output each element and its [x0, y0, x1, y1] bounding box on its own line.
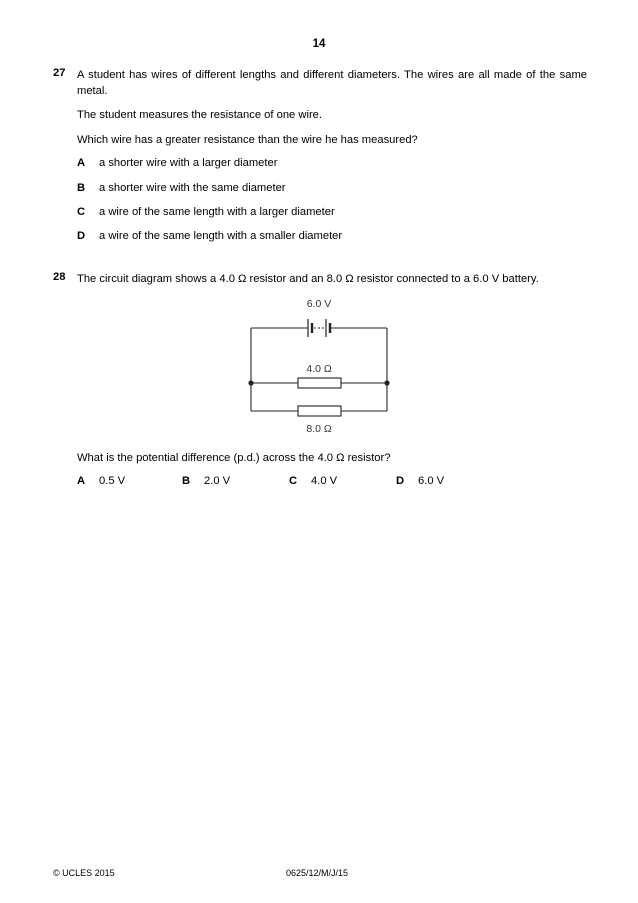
q28-answer-d-text: 6.0 V — [418, 475, 445, 487]
resistor-8-label: 8.0 Ω — [306, 423, 332, 435]
q27-option-b-text: a shorter wire with the same diameter — [99, 182, 286, 194]
q27-option-c-text: a wire of the same length with a larger diameter — [99, 206, 335, 218]
q28-answer-b-text: 2.0 V — [204, 475, 231, 487]
question-27-line2: The student measures the resistance of one wire. — [77, 109, 323, 121]
footer-paper-code: 0625/12/M/J/15 — [286, 868, 349, 878]
battery-label: 6.0 V — [306, 298, 332, 310]
resistor-4-label: 4.0 Ω — [306, 363, 332, 375]
q27-option-b-letter: B — [77, 182, 86, 194]
q27-option-d-text: a wire of the same length with a smaller diameter — [99, 230, 343, 242]
question-27-stem: A student has wires of different lengths and different diameters. The wires are all made of the same metal. — [77, 69, 587, 97]
resistor-8-ohm — [298, 406, 341, 416]
q28-answer-c-letter: C — [289, 475, 298, 487]
question-27-number: 27 — [53, 67, 66, 79]
resistor-4-ohm — [298, 378, 341, 388]
question-28-question: What is the potential difference (p.d.) across the 4.0 Ω resistor? — [77, 452, 391, 464]
junction-left — [248, 380, 253, 385]
q27-option-a-text: a shorter wire with a larger diameter — [99, 157, 278, 169]
q28-answer-a-letter: A — [77, 475, 86, 487]
page-number: 14 — [312, 38, 326, 50]
question-28-stem: The circuit diagram shows a 4.0 Ω resistor and an 8.0 Ω resistor connected to a 6.0 V battery. — [77, 273, 539, 285]
q28-answer-b-letter: B — [182, 475, 191, 487]
battery-symbol — [308, 319, 330, 337]
junction-right — [384, 380, 389, 385]
q28-answer-d-letter: D — [396, 475, 405, 487]
question-27-question: Which wire has a greater resistance than the wire he has measured? — [77, 134, 418, 146]
q28-answer-a-text: 0.5 V — [99, 475, 126, 487]
q27-option-a-letter: A — [77, 157, 86, 169]
footer-copyright: © UCLES 2015 — [53, 868, 115, 878]
question-28-number: 28 — [53, 271, 66, 283]
q27-option-c-letter: C — [77, 206, 86, 218]
circuit-diagram — [240, 293, 400, 438]
q27-option-d-letter: D — [77, 230, 86, 242]
q28-answer-c-text: 4.0 V — [311, 475, 338, 487]
